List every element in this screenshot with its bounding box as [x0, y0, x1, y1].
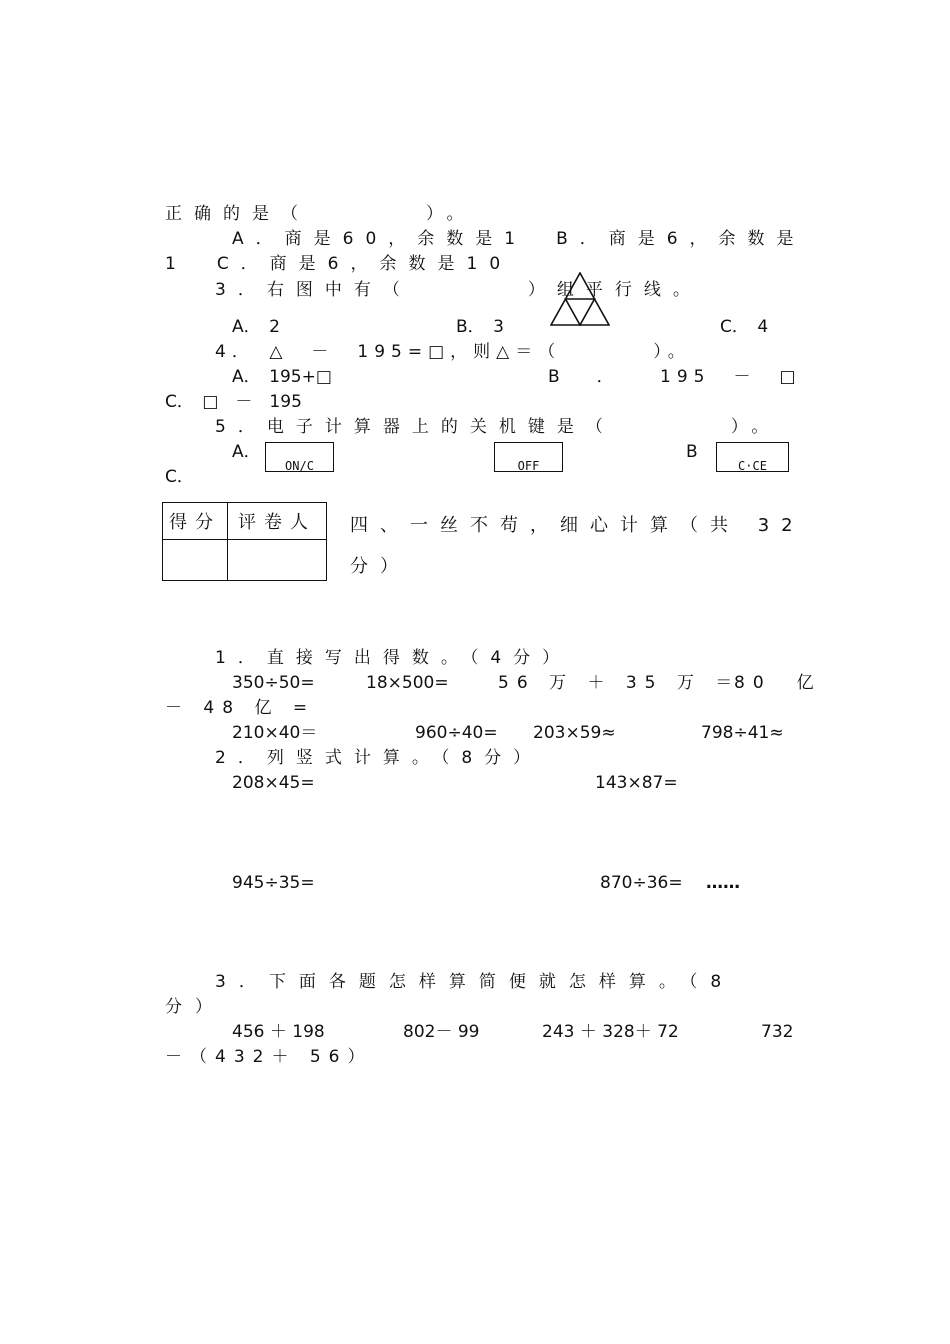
q4-stem: 4． △ － 195=□，则△＝（ ）。	[215, 342, 691, 362]
grader-header: 评卷人	[228, 503, 327, 540]
part-3-item-cont: －（432＋ 56）	[165, 1047, 373, 1067]
part-1-item-cont: － 48 亿 =	[165, 698, 316, 718]
q4-option-b-value: 195 － □	[660, 367, 802, 387]
q5-option-c-label: C．	[165, 467, 194, 487]
part-2-item: 945÷35=	[232, 873, 315, 893]
q2-stem: 正确的是（ ）。	[165, 204, 476, 224]
part-1-item: 210×40＝	[232, 723, 318, 743]
part-2-title: 2．列竖式计算。（8分）	[215, 748, 543, 768]
off-key	[494, 442, 563, 472]
section-4-title-cont: 分）	[350, 556, 410, 577]
part-2-remainder-dots: ……	[706, 873, 740, 893]
q3-option-c: C． 4	[720, 317, 769, 337]
section-4-title: 四、一丝不苟，细心计算（共 32	[350, 515, 805, 536]
q4-option-b-label: B ．	[548, 367, 624, 387]
q3-option-a: A． 2	[232, 317, 280, 337]
part-2-item: 208×45=	[232, 773, 315, 793]
on-c-key	[265, 442, 334, 472]
c-ce-key-label: C·CE	[738, 459, 767, 473]
part-2-item: 870÷36=	[600, 873, 683, 893]
q5-option-b-label: B	[686, 442, 698, 462]
part-1-title: 1．直接写出得数。（4分）	[215, 648, 572, 668]
q4-option-c: C． □ － 195	[165, 392, 302, 412]
q5-stem: 5．电子计算器上的关机键是（ ）。	[215, 417, 781, 437]
q3-stem: 3．右图中有（ ）组平行线。	[215, 280, 702, 300]
triangle-figure	[550, 272, 610, 326]
part-3-title: 3．下面各题怎样算简便就怎样算。（8	[215, 972, 735, 992]
q2-options-line-2: 1 C．商是6，余数是10	[165, 254, 513, 274]
q3-option-b: B． 3	[456, 317, 504, 337]
part-1-item: 56 万 ＋ 35 万 ＝	[498, 673, 741, 693]
part-3-item: 802－ 99	[403, 1022, 480, 1042]
part-1-item: 960÷40=	[415, 723, 498, 743]
q2-options-line-1: A．商是60，余数是1 B．商是6，余数是	[232, 229, 806, 249]
score-header: 得分	[163, 503, 228, 540]
part-1-item: 798÷41≈	[701, 723, 784, 743]
on-c-key-label: ON/C	[285, 459, 314, 473]
part-1-item: 80 亿	[734, 673, 822, 693]
part-3-item: 243 ＋ 328＋ 72	[542, 1022, 679, 1042]
grader-cell[interactable]	[228, 540, 327, 581]
part-1-item: 203×59≈	[533, 723, 616, 743]
part-1-item: 18×500=	[366, 673, 449, 693]
q4-option-a: A． 195+□	[232, 367, 332, 387]
part-3-item: 732	[761, 1022, 794, 1042]
q5-option-a-label: A．	[232, 442, 261, 462]
c-ce-key	[716, 442, 789, 472]
part-2-item: 143×87=	[595, 773, 678, 793]
part-3-item: 456 ＋ 198	[232, 1022, 325, 1042]
part-3-title-cont: 分）	[165, 997, 225, 1017]
off-key-label: OFF	[517, 459, 540, 473]
score-table	[162, 502, 327, 581]
score-cell[interactable]	[163, 540, 228, 581]
part-1-item: 350÷50=	[232, 673, 315, 693]
